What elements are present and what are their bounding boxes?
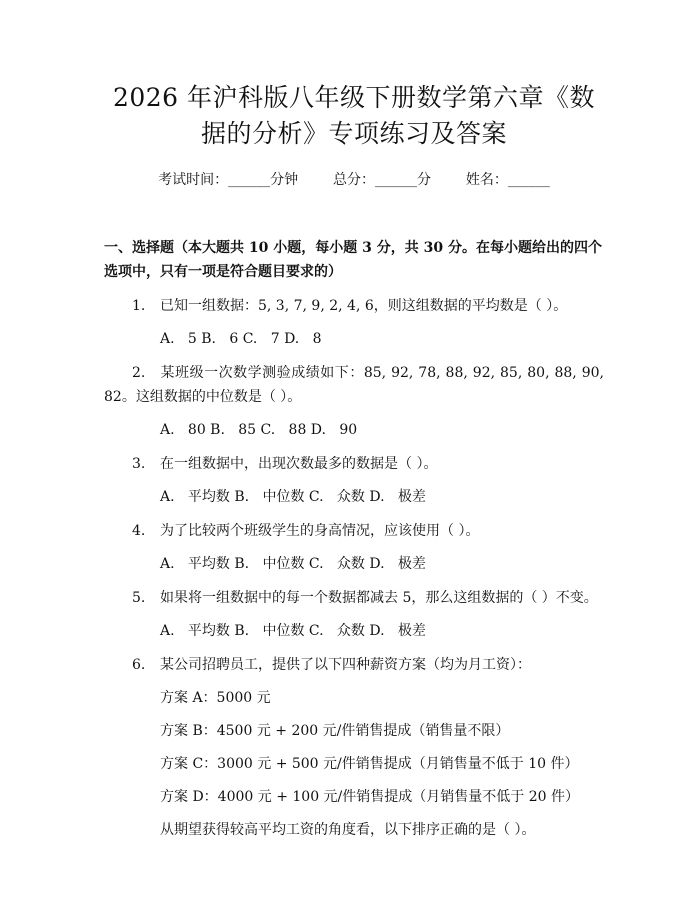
question-number: 3.: [132, 456, 146, 472]
question-text: 某公司招聘员工，提供了以下四种薪资方案（均为月工资）：: [160, 657, 531, 673]
question-options: A. 平均数 B. 中位数 C. 众数 D. 极差: [160, 489, 426, 505]
question-number: 4.: [132, 523, 146, 539]
question-4: [104, 519, 604, 576]
question-2: [104, 361, 604, 442]
question-number: 2.: [132, 365, 146, 381]
salary-plan-d: 方案 D：4000 元 + 100 元/件销售提成（月销售量不低于 20 件）: [160, 789, 579, 805]
question-3: [104, 452, 604, 509]
question-options: A. 5 B. 6 C. 7 D. 8: [160, 331, 322, 347]
question-options: A. 平均数 B. 中位数 C. 众数 D. 极差: [160, 623, 426, 639]
question-number: 1.: [132, 298, 146, 314]
page-title: 2026 年沪科版八年级下册数学第六章《数据的分析》专项练习及答案: [112, 83, 596, 148]
question-number: 6.: [132, 657, 146, 673]
question-1: [104, 294, 604, 351]
total-score-field: 总分：______分: [333, 172, 431, 188]
salary-plan-b: 方案 B：4500 元 + 200 元/件销售提成（销售量不限）: [160, 723, 510, 739]
salary-plan-a: 方案 A：5000 元: [160, 690, 271, 706]
question-6: [104, 653, 604, 842]
question-text: 如果将一组数据中的每一个数据都减去 5，那么这组数据的（ ）不变。: [160, 590, 598, 606]
student-name-field: 姓名：______: [465, 172, 550, 188]
question-5: [104, 586, 604, 643]
question-prompt: 从期望获得较高平均工资的角度看，以下排序正确的是（ ）。: [160, 822, 536, 838]
question-text: 某班级一次数学测验成绩如下：85, 92, 78, 88, 92, 85, 80, 88, 90, 82。这组数据的中位数是（ ）。: [104, 365, 604, 405]
question-text: 为了比较两个班级学生的身高情况，应该使用（ ）。: [160, 523, 480, 539]
section-heading-multiple-choice: 一、选择题（本大题共 10 小题，每小题 3 分，共 30 分。在每小题给出的四个选项中，只有一项是符合题目要求的）: [104, 240, 602, 280]
question-options: A. 平均数 B. 中位数 C. 众数 D. 极差: [160, 556, 426, 572]
question-text: 已知一组数据：5, 3, 7, 9, 2, 4, 6，则这组数据的平均数是（ ）。: [160, 298, 568, 314]
question-options: A. 80 B. 85 C. 88 D. 90: [160, 422, 358, 438]
question-text: 在一组数据中，出现次数最多的数据是（ ）。: [160, 456, 438, 472]
exam-time-field: 考试时间：______分钟: [158, 172, 299, 188]
exam-meta: [104, 170, 604, 190]
salary-plan-c: 方案 C：3000 元 + 500 元/件销售提成（月销售量不低于 10 件）: [160, 756, 579, 772]
question-number: 5.: [132, 590, 146, 606]
